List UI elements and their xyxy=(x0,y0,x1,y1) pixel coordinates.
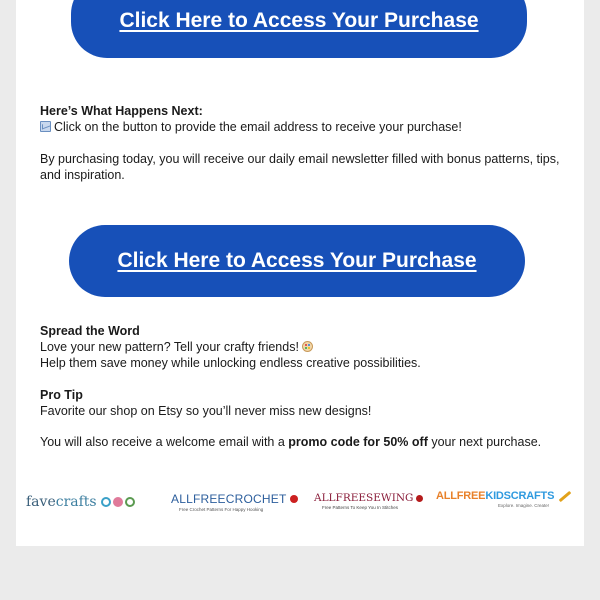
pincushion-icon xyxy=(416,495,423,502)
pencil-icon xyxy=(559,490,572,501)
spread-section xyxy=(40,323,560,371)
promo-text xyxy=(40,434,560,450)
allfreecrochet-name xyxy=(171,492,298,506)
spread-line1 xyxy=(40,339,560,355)
allfreekidscrafts-name-a: ALLFREE xyxy=(436,490,486,502)
next-steps-heading: Here’s What Happens Next: xyxy=(40,104,203,118)
allfreekidscrafts-logo[interactable] xyxy=(436,490,572,508)
spool-icon xyxy=(125,497,135,507)
allfreekidscrafts-name-b: KIDSCRAFTS xyxy=(485,490,555,502)
email-card xyxy=(16,0,584,546)
heart-icon xyxy=(113,497,123,507)
brand-logos xyxy=(16,488,584,518)
allfreekidscrafts-name xyxy=(436,490,572,502)
pro-tip-section xyxy=(40,387,560,419)
allfreesewing-logo[interactable] xyxy=(314,492,423,510)
favecrafts-logo[interactable] xyxy=(26,494,135,510)
access-purchase-button-label: Click Here to Access Your Purchase xyxy=(117,249,477,272)
allfreecrochet-name-text: ALLFREECROCHET xyxy=(171,492,287,506)
allfreecrochet-logo[interactable] xyxy=(171,492,298,512)
favecrafts-part2: crafts xyxy=(55,494,97,510)
next-steps-step-text: Click on the button to provide the email address to receive your purchase! xyxy=(54,120,462,134)
allfreesewing-tagline: Free Patterns To Keep You In Stitches xyxy=(322,505,398,510)
newsletter-text: By purchasing today, you will receive our daily email newsletter filled with bonus patterns, tips, and inspiration. xyxy=(40,152,560,182)
allfreecrochet-tagline: Free Crochet Patterns For Happy Hooking xyxy=(179,507,264,512)
promo-code-highlight: promo code for 50% off xyxy=(288,435,428,449)
favecrafts-badges xyxy=(101,497,135,507)
yarn-icon xyxy=(101,497,111,507)
pro-tip-heading: Pro Tip xyxy=(40,388,83,402)
spread-line2: Help them save money while unlocking endless creative possibilities. xyxy=(40,356,421,370)
access-purchase-button-top[interactable] xyxy=(71,0,527,58)
next-steps-section xyxy=(40,103,560,183)
access-purchase-button-bottom[interactable] xyxy=(69,225,525,297)
palette-icon xyxy=(302,341,313,352)
envelope-icon xyxy=(40,121,51,132)
allfreekidscrafts-tagline: Explore. Imagine. Create! xyxy=(498,503,550,508)
spread-line1-text: Love your new pattern? Tell your crafty friends! xyxy=(40,340,299,354)
yarn-ball-icon xyxy=(290,495,298,503)
promo-text-before: You will also receive a welcome email with a xyxy=(40,435,289,449)
access-purchase-button-label: Click Here to Access Your Purchase xyxy=(119,9,479,32)
next-steps-step xyxy=(40,119,560,135)
promo-text-after: your next purchase. xyxy=(427,435,542,449)
spread-heading: Spread the Word xyxy=(40,324,140,338)
favecrafts-part1: fave xyxy=(26,494,56,510)
allfreesewing-name-text: ALLFREESEWING xyxy=(314,492,414,504)
allfreesewing-name xyxy=(314,492,423,504)
promo-section xyxy=(40,434,560,450)
pro-tip-text: Favorite our shop on Etsy so you’ll never miss new designs! xyxy=(40,404,372,418)
